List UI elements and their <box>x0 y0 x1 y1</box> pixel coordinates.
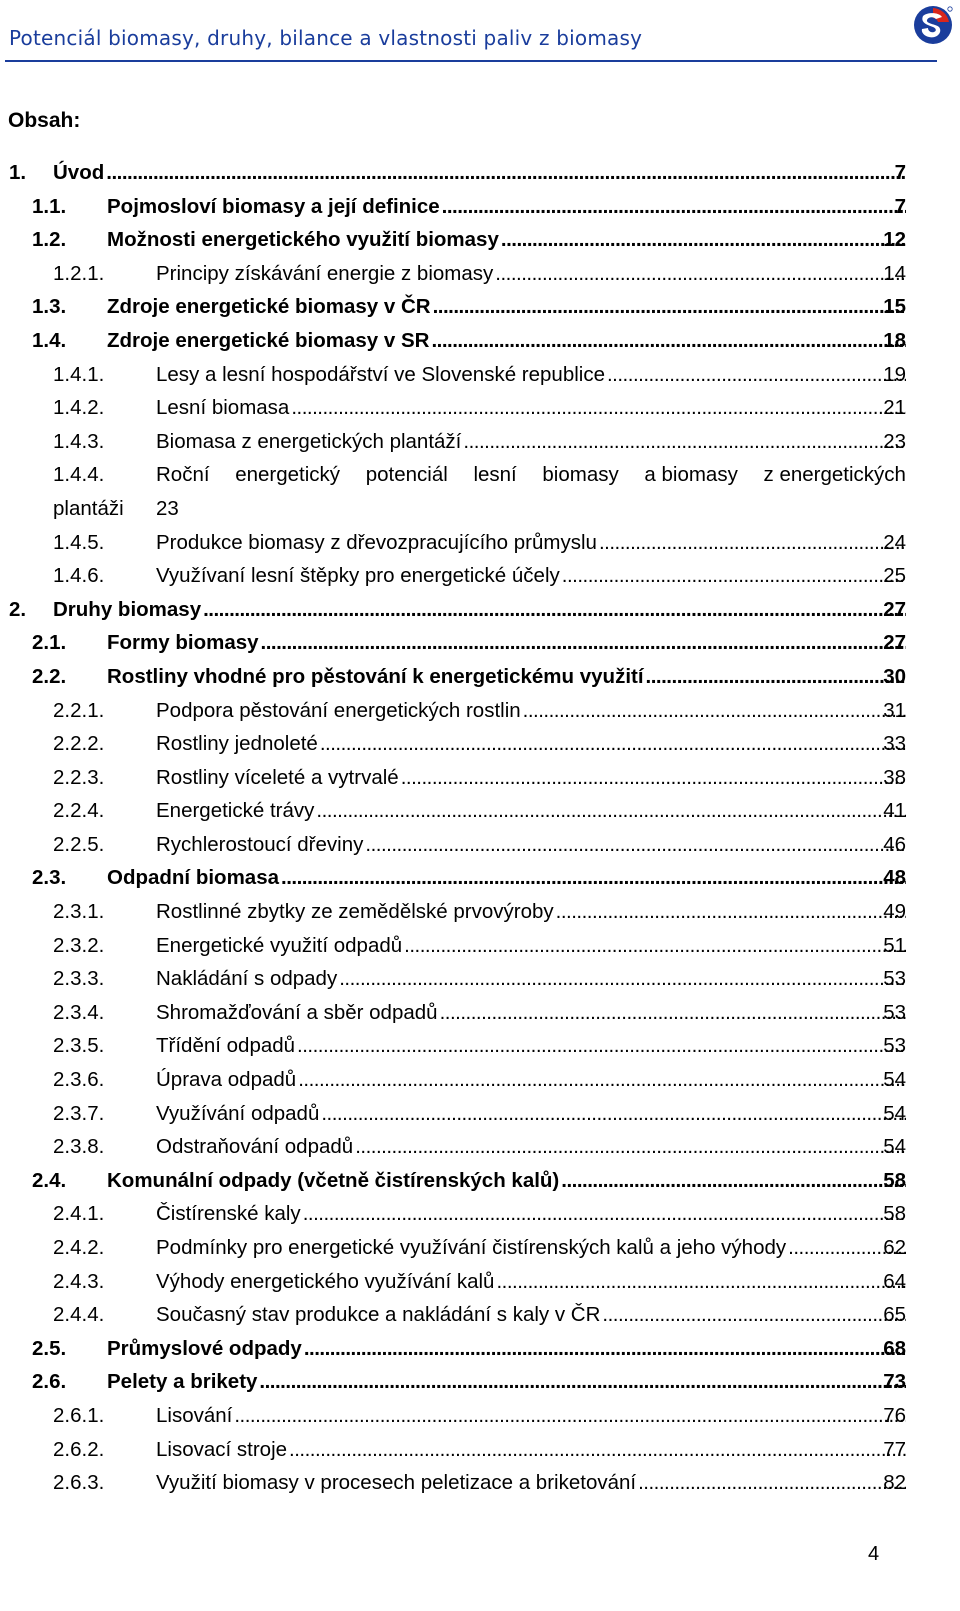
toc-page: 23 <box>156 496 179 520</box>
toc-page: 27 <box>883 631 906 655</box>
toc-number: 2.3.8. <box>53 1135 105 1159</box>
toc-leader-dots <box>339 962 906 996</box>
toc-leader-dots <box>562 559 906 593</box>
toc-number: 1.4.4. <box>53 463 105 487</box>
toc-page: 23 <box>883 429 906 453</box>
toc-title: Rostliny vhodné pro pěstování k energetickému využití <box>107 664 644 688</box>
toc-page: 30 <box>883 664 906 688</box>
toc-page: 27 <box>883 597 906 621</box>
toc-page: 53 <box>883 967 906 991</box>
page-number: 4 <box>868 1543 880 1565</box>
toc-row[interactable] <box>0 1029 960 1063</box>
toc-leader-dots <box>321 1097 906 1131</box>
toc-leader-dots <box>259 1365 906 1399</box>
toc-number: 1.4.2. <box>53 396 105 420</box>
toc-leader-dots <box>316 794 906 828</box>
toc-page: 54 <box>883 1135 906 1159</box>
toc-row[interactable] <box>0 1332 960 1366</box>
toc-title: Využití biomasy v procesech peletizace a briketování <box>156 1471 637 1495</box>
toc-row[interactable] <box>0 626 960 660</box>
toc-number: 2.3. <box>32 866 67 890</box>
toc-page: 58 <box>883 1202 906 1226</box>
toc-title-word: energetický <box>235 463 341 487</box>
toc-number: 2.4.1. <box>53 1202 105 1226</box>
toc-leader-dots <box>561 1164 906 1198</box>
toc-leader-dots <box>463 425 906 459</box>
toc-title-line2: plantáži <box>53 496 124 520</box>
toc-number: 2.2.4. <box>53 799 105 823</box>
toc-number: 1.4. <box>32 328 67 352</box>
toc-page: 77 <box>883 1437 906 1461</box>
toc-leader-dots <box>303 1197 906 1231</box>
toc-number: 2.5. <box>32 1336 67 1360</box>
toc-title-word: Roční <box>156 463 210 487</box>
toc-page: 53 <box>883 1034 906 1058</box>
toc-title: Lisovací stroje <box>156 1437 288 1461</box>
header-divider <box>5 60 937 62</box>
toc-leader-dots <box>320 727 906 761</box>
toc-number: 2.2. <box>32 664 67 688</box>
toc-title: Zdroje energetické biomasy v ČR <box>107 295 431 319</box>
toc-row[interactable] <box>0 425 960 459</box>
toc-page: 62 <box>883 1236 906 1259</box>
toc-page: 54 <box>883 1068 906 1092</box>
toc-title: Podmínky pro energetické využívání čistírenských kalů a jeho výhody <box>156 1236 787 1259</box>
toc-title: Produkce biomasy z dřevozpracujícího průmyslu <box>156 530 597 554</box>
toc-title: Lesy a lesní hospodářství ve Slovenské republice <box>156 362 605 386</box>
toc-leader-dots <box>638 1466 906 1500</box>
toc-page: 24 <box>883 530 906 554</box>
toc-leader-dots <box>106 156 906 190</box>
toc-page: 48 <box>883 866 906 890</box>
toc-leader-dots <box>607 358 906 392</box>
toc-page: 76 <box>883 1403 906 1427</box>
toc-page: 41 <box>883 799 906 823</box>
toc-row[interactable] <box>0 895 960 929</box>
toc-title-word: potenciál <box>365 463 448 487</box>
toc-row[interactable] <box>0 593 960 627</box>
toc-page: 65 <box>883 1303 906 1327</box>
toc-number: 2.3.1. <box>53 900 105 924</box>
toc-page: 33 <box>883 732 906 756</box>
toc-number: 2.6.2. <box>53 1437 105 1461</box>
toc-number: 1.1. <box>32 194 67 218</box>
toc-page: 18 <box>883 328 906 352</box>
toc-title: Odstraňování odpadů <box>156 1135 354 1159</box>
toc-title: Energetické využití odpadů <box>156 933 403 957</box>
toc-title: Formy biomasy <box>107 631 259 655</box>
toc-leader-dots <box>365 828 906 862</box>
toc-number: 2.4.2. <box>53 1236 105 1259</box>
toc-leader-dots <box>289 1433 906 1467</box>
toc-page: 54 <box>883 1101 906 1125</box>
toc-row-wrapped[interactable] <box>0 458 960 525</box>
toc-leader-dots <box>602 1298 906 1332</box>
toc-page: 46 <box>883 832 906 856</box>
toc-title: Pelety a brikety <box>107 1370 258 1394</box>
toc-row[interactable] <box>0 660 960 694</box>
toc-row[interactable] <box>0 526 960 560</box>
toc-number: 2.3.3. <box>53 967 105 991</box>
toc-number: 2.3.6. <box>53 1068 105 1092</box>
toc-title: Využívání odpadů <box>156 1101 320 1125</box>
toc-leader-dots <box>298 1063 906 1097</box>
toc-row[interactable] <box>0 1097 960 1131</box>
toc-number: 1.4.1. <box>53 362 105 386</box>
toc-number: 2.4.4. <box>53 1303 105 1327</box>
toc-row[interactable] <box>0 694 960 728</box>
toc-number: 2.2.5. <box>53 832 105 856</box>
toc-title: Současný stav produkce a nakládání s kaly v ČR <box>156 1303 601 1327</box>
toc-page: 58 <box>883 1168 906 1192</box>
toc-number: 1.2. <box>32 228 67 252</box>
institution-logo-icon <box>912 4 954 46</box>
page-header <box>0 0 960 62</box>
toc-row[interactable] <box>0 861 960 895</box>
toc-title: Využívaní lesní štěpky pro energetické účely <box>156 564 560 588</box>
toc-row[interactable] <box>0 1130 960 1164</box>
toc-title: Úvod <box>53 161 105 184</box>
toc-number: 1.4.3. <box>53 429 105 453</box>
toc-title: Biomasa z energetických plantáží <box>156 429 462 453</box>
toc-number: 2.2.1. <box>53 698 105 722</box>
toc-title-word: biomasy <box>542 463 619 487</box>
toc-number: 1.3. <box>32 295 67 319</box>
toc-title: Průmyslové odpady <box>107 1336 302 1360</box>
toc-number: 2.6. <box>32 1370 67 1394</box>
toc-title: Druhy biomasy <box>53 597 202 621</box>
toc-number: 2.6.1. <box>53 1403 105 1427</box>
toc-leader-dots <box>234 1399 906 1433</box>
toc-title: Pojmosloví biomasy a její definice <box>107 194 440 218</box>
toc-title: Rostliny jednoleté <box>156 732 318 756</box>
toc-number: 2.4.3. <box>53 1269 105 1293</box>
toc-number: 1. <box>9 161 27 184</box>
toc-title: Výhody energetického využívání kalů <box>156 1269 495 1293</box>
toc-page: 49 <box>883 900 906 924</box>
table-of-contents <box>0 156 960 1500</box>
toc-page: 73 <box>883 1370 906 1394</box>
toc-title: Komunální odpady (včetně čistírenských kalů) <box>107 1168 560 1192</box>
toc-title: Lisování <box>156 1403 233 1427</box>
toc-row[interactable] <box>0 1063 960 1097</box>
toc-leader-dots <box>291 391 906 425</box>
toc-row[interactable] <box>0 1298 960 1332</box>
running-header-title: Potenciál biomasy, druhy, bilance a vlastnosti paliv z biomasy <box>9 26 643 50</box>
toc-row[interactable] <box>0 223 960 257</box>
toc-row[interactable] <box>0 1365 960 1399</box>
toc-leader-dots <box>401 761 906 795</box>
toc-number: 2. <box>9 597 27 621</box>
toc-leader-dots <box>495 257 906 291</box>
toc-page: 25 <box>883 564 906 588</box>
toc-row[interactable] <box>0 1433 960 1467</box>
toc-leader-dots <box>261 626 906 660</box>
toc-page: 53 <box>883 1000 906 1024</box>
toc-row[interactable] <box>0 1466 960 1500</box>
toc-title: Rostliny víceleté a vytrvalé <box>156 765 399 789</box>
toc-number: 1.4.6. <box>53 564 105 588</box>
toc-row[interactable] <box>0 929 960 963</box>
toc-page: 21 <box>883 396 906 420</box>
toc-number: 1.4.5. <box>53 530 105 554</box>
toc-page: 15 <box>883 295 906 319</box>
toc-row[interactable] <box>0 358 960 392</box>
toc-row[interactable] <box>0 156 960 190</box>
toc-row[interactable] <box>0 190 960 224</box>
toc-row[interactable] <box>0 761 960 795</box>
toc-page: 19 <box>883 362 906 386</box>
toc-title: Zdroje energetické biomasy v SR <box>107 328 430 352</box>
toc-leader-dots <box>442 190 906 224</box>
toc-title-word: a biomasy <box>644 463 738 487</box>
toc-leader-dots <box>556 895 906 929</box>
toc-title: Shromažďování a sběr odpadů <box>156 1000 438 1024</box>
toc-title: Odpadní biomasa <box>107 866 279 890</box>
toc-row[interactable] <box>0 1164 960 1198</box>
toc-number: 2.6.3. <box>53 1471 105 1495</box>
toc-page: 12 <box>883 228 906 252</box>
toc-title: Rostlinné zbytky ze zemědělské prvovýroby <box>156 900 554 924</box>
toc-row[interactable] <box>0 324 960 358</box>
toc-number: 2.3.4. <box>53 1000 105 1024</box>
toc-number: 2.3.2. <box>53 933 105 957</box>
toc-page: 68 <box>883 1336 906 1360</box>
toc-title: Rychlerostoucí dřeviny <box>156 832 364 856</box>
toc-leader-dots <box>431 324 906 358</box>
toc-leader-dots <box>404 929 906 963</box>
toc-number: 2.2.2. <box>53 732 105 756</box>
toc-row[interactable] <box>0 257 960 291</box>
toc-title: Úprava odpadů <box>156 1068 297 1092</box>
toc-leader-dots <box>496 1265 906 1299</box>
toc-page: 51 <box>883 933 906 957</box>
toc-leader-dots <box>203 593 906 627</box>
toc-title: Lesní biomasa <box>156 396 290 420</box>
toc-leader-dots <box>355 1130 906 1164</box>
toc-number: 2.3.7. <box>53 1101 105 1125</box>
toc-leader-dots <box>501 223 906 257</box>
toc-title-line1 <box>156 458 906 492</box>
toc-row[interactable] <box>0 290 960 324</box>
toc-leader-dots <box>281 861 906 895</box>
toc-row[interactable] <box>0 996 960 1030</box>
toc-row[interactable] <box>0 391 960 425</box>
toc-number: 2.1. <box>32 631 67 655</box>
toc-number: 2.2.3. <box>53 765 105 789</box>
toc-page: 7 <box>894 161 906 184</box>
toc-page: 31 <box>883 698 906 722</box>
toc-number: 1.2.1. <box>53 261 105 285</box>
toc-leader-dots <box>599 526 906 560</box>
toc-number: 2.4. <box>32 1168 67 1192</box>
toc-page: 38 <box>883 765 906 789</box>
toc-page: 7 <box>894 194 906 218</box>
toc-title: Čistírenské kaly <box>156 1202 301 1226</box>
toc-title-word: lesní <box>473 463 517 487</box>
toc-leader-dots <box>297 1029 906 1063</box>
toc-page: 14 <box>883 261 906 285</box>
toc-title: Třídění odpadů <box>156 1034 296 1058</box>
toc-row[interactable] <box>0 1265 960 1299</box>
toc-title: Nakládání s odpady <box>156 967 338 991</box>
toc-leader-dots <box>433 290 906 324</box>
toc-leader-dots <box>440 996 906 1030</box>
toc-title: Principy získávání energie z biomasy <box>156 261 494 285</box>
toc-row[interactable] <box>0 828 960 862</box>
toc-page: 82 <box>883 1471 906 1495</box>
toc-title: Podpora pěstování energetických rostlin <box>156 698 521 722</box>
toc-title: Energetické trávy <box>156 799 315 823</box>
toc-page: 64 <box>883 1269 906 1293</box>
toc-row[interactable] <box>0 1399 960 1433</box>
toc-heading: Obsah: <box>8 109 81 132</box>
toc-row[interactable] <box>0 1231 960 1265</box>
toc-row[interactable] <box>0 794 960 828</box>
toc-row[interactable] <box>0 1197 960 1231</box>
toc-row[interactable] <box>0 962 960 996</box>
toc-leader-dots <box>523 694 906 728</box>
toc-leader-dots <box>646 660 906 694</box>
toc-number: 2.3.5. <box>53 1034 105 1058</box>
toc-leader-dots <box>304 1332 906 1366</box>
toc-row[interactable] <box>0 559 960 593</box>
toc-row[interactable] <box>0 727 960 761</box>
toc-title-word: z energetických <box>763 463 906 487</box>
toc-title: Možnosti energetického využití biomasy <box>107 228 499 252</box>
